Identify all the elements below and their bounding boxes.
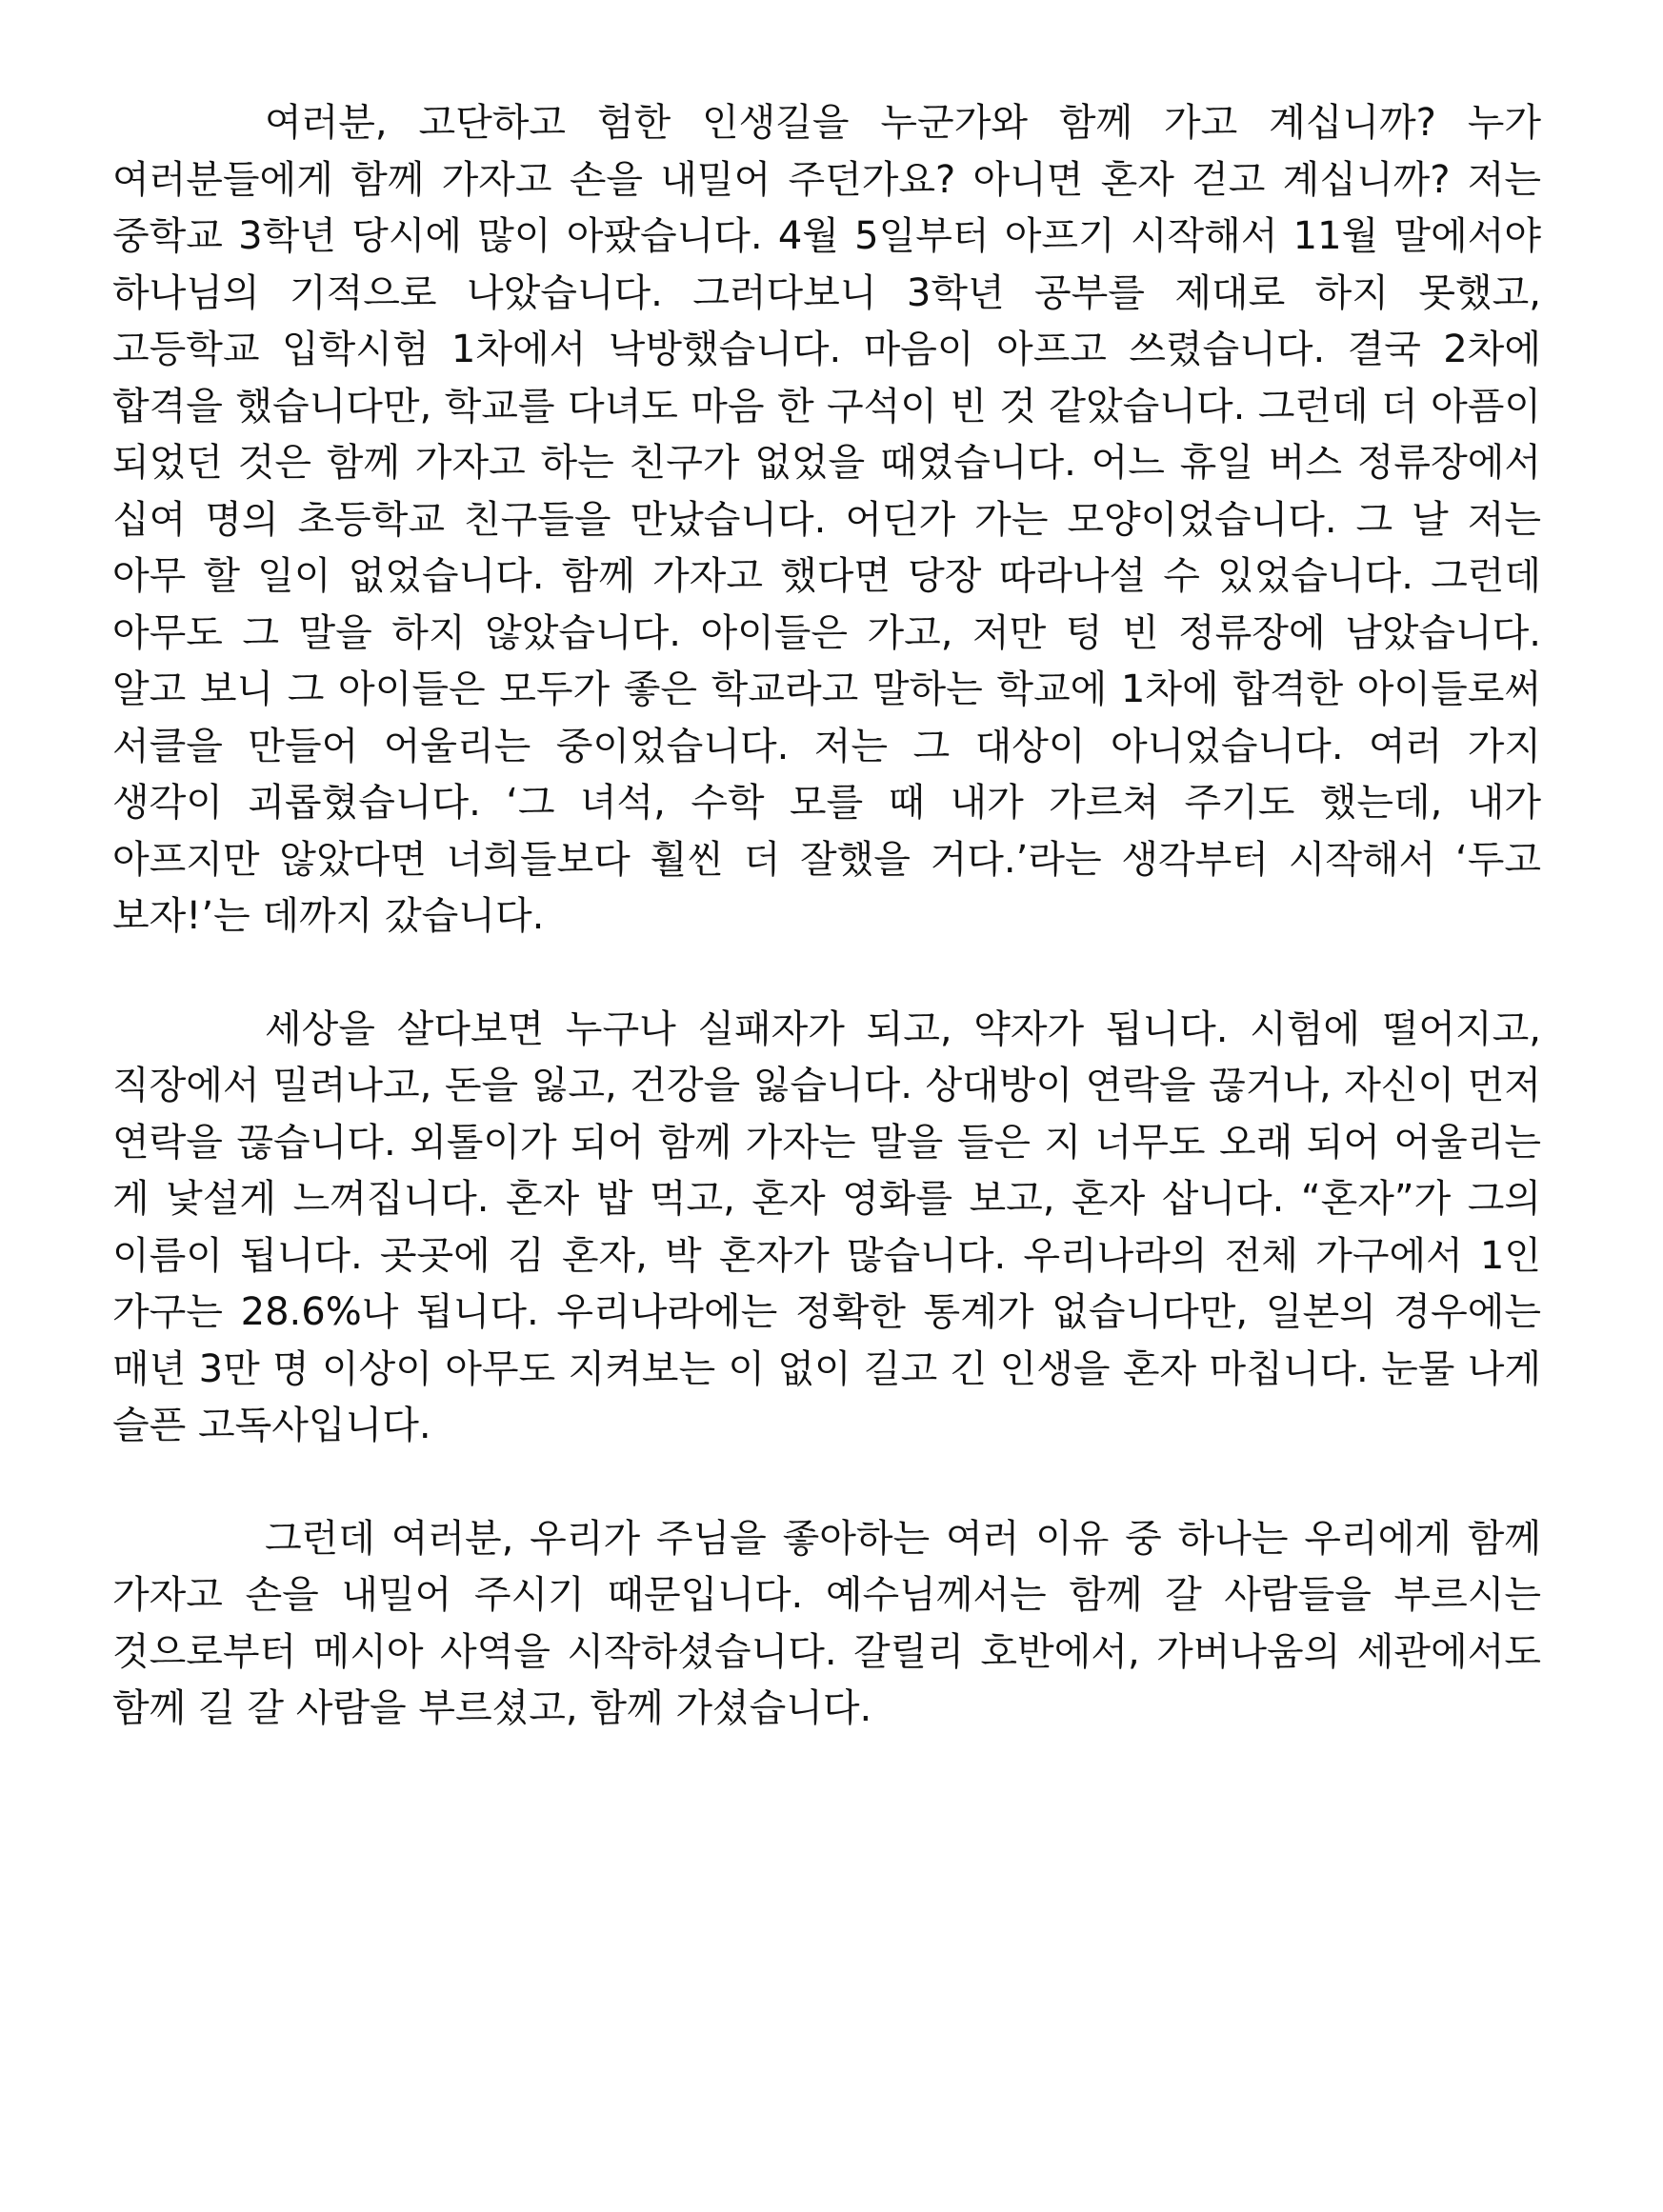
paragraph-1: 여러분, 고단하고 험한 인생길을 누군가와 함께 가고 계십니까? 누가 여러분들에게 함께 가자고 손을 내밀어 주던가요? 아니면 혼자 걷고 계십니까? 저는 중학교 3학년 당시에 많이 아팠습니다. 4월 5일부터 아프기 시작해서 11월 말에서야 하나님의 기적으로 나았습니다. 그러다보니 3학년 공부를 제대로 하지 못했고, 고등학교 입학시험 1차에서 낙방했습니다. 마음이 아프고 쓰렸습니다. 결국 2차에 합격을 했습니다만, 학교를 다녀도 마음 한 구석이 빈 것 같았습니다. 그런데 더 아픔이 되었던 것은 함께 가자고 하는 친구가 없었을 때였습니다. 어느 휴일 버스 정류장에서 십여 명의 초등학교 친구들을 만났습니다. 어딘가 가는 모양이었습니다. 그 날 저는 아무 할 일이 없었습니다. 함께 가자고 했다면 당장 따라나설 수 있었습니다. 그런데 아무도 그 말을 하지 않았습니다. 아이들은 가고, 저만 텅 빈 정류장에 남았습니다. 알고 보니 그 아이들은 모두가 좋은 학교라고 말하는 학교에 1차에 합격한 아이들로써 서클을 만들어 어울리는 중이었습니다. 저는 그 대상이 아니었습니다. 여러 가지 생각이 괴롭혔습니다. ‘그 녀석, 수학 모를 때 내가 가르쳐 주기도 했는데, 내가 아프지만 않았다면 너희들보다 훨씬 더 잘했을 거다.’라는 생각부터 시작해서 ‘두고 보자!’는 데까지 갔습니다. xyxy=(112,101,1541,938)
document-body xyxy=(112,95,1541,1738)
paragraph-3: 그런데 여러분, 우리가 주님을 좋아하는 여러 이유 중 하나는 우리에게 함께 가자고 손을 내밀어 주시기 때문입니다. 예수님께서는 함께 갈 사람들을 부르시는 것으로부터 메시아 사역을 시작하셨습니다. 갈릴리 호반에서, 가버나움의 세관에서도 함께 길 갈 사람을 부르셨고, 함께 가셨습니다. xyxy=(112,1516,1541,1730)
paragraph-2: 세상을 살다보면 누구나 실패자가 되고, 약자가 됩니다. 시험에 떨어지고, 직장에서 밀려나고, 돈을 잃고, 건강을 잃습니다. 상대방이 연락을 끊거나, 자신이 먼저 연락을 끊습니다. 외톨이가 되어 함께 가자는 말을 들은 지 너무도 오래 되어 어울리는 게 낯설게 느껴집니다. 혼자 밥 먹고, 혼자 영화를 보고, 혼자 삽니다. “혼자”가 그의 이름이 됩니다. 곳곳에 김 혼자, 박 혼자가 많습니다. 우리나라의 전체 가구에서 1인 가구는 28.6%나 됩니다. 우리나라에는 정확한 통계가 없습니다만, 일본의 경우에는 매년 3만 명 이상이 아무도 지켜보는 이 없이 길고 긴 인생을 혼자 마칩니다. 눈물 나게 슬픈 고독사입니다. xyxy=(112,1006,1541,1447)
